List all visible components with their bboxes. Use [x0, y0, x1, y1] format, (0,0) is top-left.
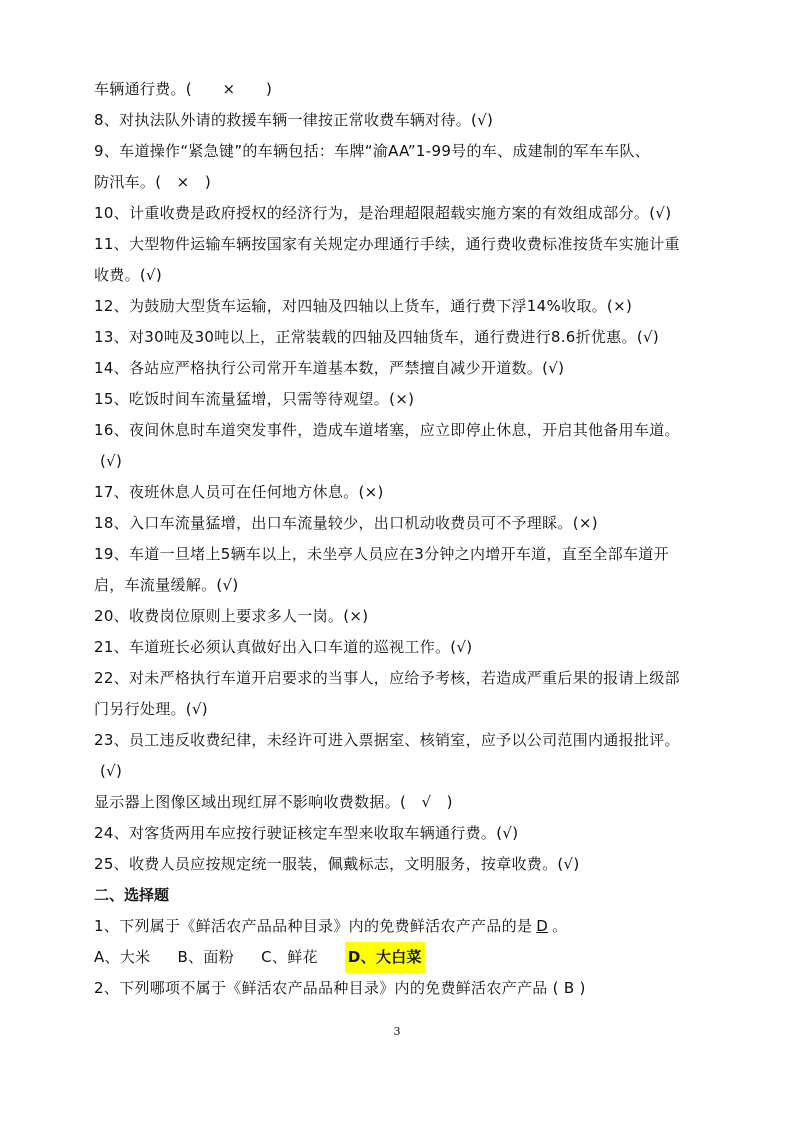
question-16: 16、夜间休息时车道突发事件，造成车道堵塞，应立即停止休息，开启其他备用车道。 [94, 421, 680, 439]
page-number: 3 [393, 1025, 401, 1038]
option-d-highlighted: D、大白菜 [345, 942, 425, 973]
question-17: 17、夜班休息人员可在任何地方休息。(×) [94, 483, 384, 501]
section-title: 二、选择题 [94, 886, 170, 904]
question-10: 10、计重收费是政府授权的经济行为，是治理超限超载实施方案的有效组成部分。(√) [94, 204, 672, 222]
question-19: 19、车道一旦堵上5辆车以上，未坐亭人员应在3分钟之内增开车道，直至全部车道开 [94, 545, 669, 563]
option-b: B、面粉 [177, 948, 235, 966]
option-a: A、大米 [94, 948, 151, 966]
page-content [94, 74, 714, 1004]
q1-suffix: 。 [552, 917, 568, 935]
question-14: 14、各站应严格执行公司常开车道基本数，严禁擅自减少开道数。(√) [94, 359, 565, 377]
option-c: C、鲜花 [261, 948, 318, 966]
question-19-cont: 启，车流量缓解。(√) [94, 576, 239, 594]
choice-question-2: 2、下列哪项不属于《鲜活农产品品种目录》内的免费鲜活农产产品 ( B ) [94, 979, 586, 997]
question-24: 24、对客货两用车应按行驶证核定车型来收取车辆通行费。(√) [94, 824, 519, 842]
q1-options [94, 942, 714, 973]
question-9: 9、车道操作“紧急键”的车辆包括：车牌“渝AA”1-99号的车、成建制的军车车队、 [94, 142, 651, 160]
question-22: 22、对未严格执行车道开启要求的当事人，应给予考核，若造成严重后果的报请上级部 [94, 669, 680, 687]
text-line: 车辆通行费。( × ) [94, 80, 273, 98]
q1-answer: D [536, 917, 549, 935]
question-20: 20、收费岗位原则上要求多人一岗。(×) [94, 607, 369, 625]
question-16-cont: (√) [100, 452, 123, 470]
choice-question-1 [94, 911, 714, 942]
question-21: 21、车道班长必须认真做好出入口车道的巡视工作。(√) [94, 638, 473, 656]
q1-prefix: 1、下列属于《鲜活农产品品种目录》内的免费鲜活农产产品的是 [94, 917, 533, 935]
question-unnumbered: 显示器上图像区域出现红屏不影响收费数据。( √ ) [94, 793, 453, 811]
question-8: 8、对执法队外请的救援车辆一律按正常收费车辆对待。(√) [94, 111, 494, 129]
question-13: 13、对30吨及30吨以上，正常装载的四轴及四轴货车，通行费进行8.6折优惠。(√) [94, 328, 659, 346]
question-23-cont: (√) [100, 762, 123, 780]
question-25: 25、收费人员应按规定统一服装，佩戴标志，文明服务，按章收费。(√) [94, 855, 580, 873]
question-23: 23、员工违反收费纪律，未经许可进入票据室、核销室，应予以公司范围内通报批评。 [94, 731, 680, 749]
question-12: 12、为鼓励大型货车运输，对四轴及四轴以上货车，通行费下浮14%收取。(×) [94, 297, 633, 315]
question-22-cont: 门另行处理。(√) [94, 700, 208, 718]
question-18: 18、入口车流量猛增，出口车流量较少，出口机动收费员可不予理睬。(×) [94, 514, 598, 532]
question-15: 15、吃饭时间车流量猛增，只需等待观望。(×) [94, 390, 415, 408]
question-9-cont: 防汛车。( × ) [94, 173, 211, 191]
question-11-cont: 收费。(√) [94, 266, 163, 284]
question-11: 11、大型物件运输车辆按国家有关规定办理通行手续，通行费收费标准按货车实施计重 [94, 235, 680, 253]
